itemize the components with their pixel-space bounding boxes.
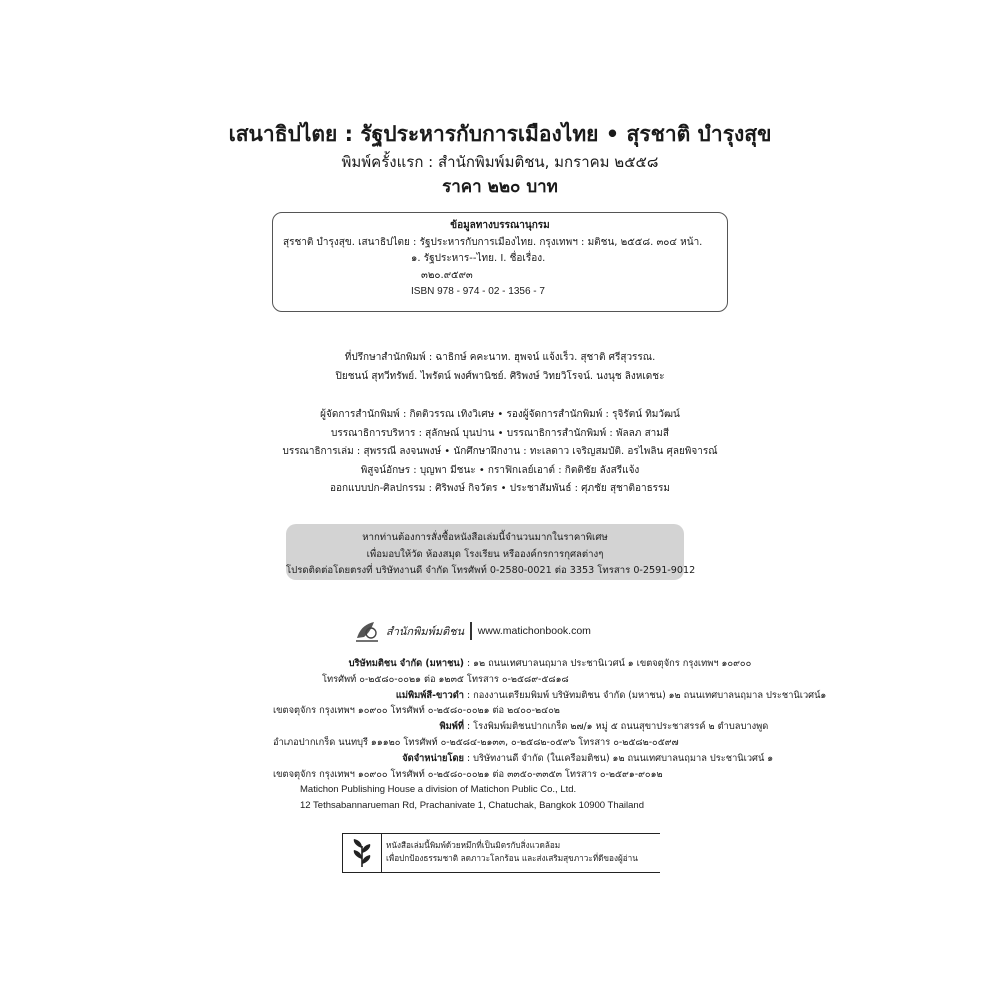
credit-line: พิสูจน์อักษร : บุญพา มีชนะ • กราฟิกเลย์เอาต์ : กิตติชัย ลังสรีแจ้ง xyxy=(360,464,640,476)
publisher-label: บริษัทมติชน จำกัด (มหาชน) xyxy=(348,658,464,669)
credit-line: บรรณาธิการบริหาร : สุลักษณ์ บุนปาน • บรรณาธิการสำนักพิมพ์ : พัลลภ สามสี xyxy=(331,427,669,439)
eco-text xyxy=(381,833,660,873)
english-publisher-line: Matichon Publishing House a division of Matichon Public Co., Ltd. xyxy=(300,784,577,796)
publisher-value: : ๑๒ ถนนเทศบาลนฤมาล ประชานิเวศน์ ๑ เขตจตุจักร กรุงเทพฯ ๑๐๙๐๐ xyxy=(467,658,752,669)
credit-line: ผู้จัดการสำนักพิมพ์ : กิตติวรรณ เทิงวิเศษ • รองผู้จัดการสำนักพิมพ์ : รุจิรัตน์ ทิมวัฒน์ xyxy=(320,409,680,420)
bulk-order-notice xyxy=(286,524,696,580)
publisher-row xyxy=(200,719,800,735)
isbn: ISBN 978 - 974 - 02 - 1356 - 7 xyxy=(411,286,545,297)
english-row xyxy=(200,798,800,814)
publisher-website[interactable]: www.matichonbook.com xyxy=(477,625,591,637)
divider xyxy=(470,622,472,640)
credit-spacer xyxy=(200,386,800,406)
publisher-value: เขตจตุจักร กรุงเทพฯ ๑๐๙๐๐ โทรศัพท์ ๐-๒๕๘๐-๐๐๒๑ ต่อ ๒๔๐๐-๒๔๐๒ xyxy=(273,705,560,717)
publisher-row xyxy=(200,672,800,688)
publisher-label: แม่พิมพ์สี-ขาวดำ xyxy=(395,689,464,701)
publisher-label: จัดจำหน่ายโดย xyxy=(402,752,464,764)
publisher-value: โทรศัพท์ ๐-๒๕๘๐-๐๐๒๑ ต่อ ๑๒๓๕ โทรสาร ๐-๒๕๘๙-๕๘๑๘ xyxy=(322,673,569,685)
cataloging-entry: สุรชาติ บำรุงสุข. เสนาธิปไตย : รัฐประหารกับการเมืองไทย. กรุงเทพฯ : มติชน, ๒๕๕๘. ๓๐๔ หน้า. xyxy=(283,236,703,248)
classification-number: ๓๒๐.๙๕๙๓ xyxy=(421,269,473,281)
publisher-row xyxy=(200,735,800,751)
publisher-row xyxy=(200,656,800,672)
cataloging-heading: ข้อมูลทางบรรณานุกรม xyxy=(450,220,550,231)
price-line: ราคา ๒๒๐ บาท xyxy=(442,177,558,197)
order-line: หากท่านต้องการสั่งซื้อหนังสือเล่มนี้จำนวนมากในราคาพิเศษ xyxy=(362,532,608,543)
order-line: โปรดติดต่อโดยตรงที่ บริษัทงานดี จำกัด โทรศัพท์ 0-2580-0021 ต่อ 3353 โทรสาร 0-2591-9012 xyxy=(286,565,696,576)
eco-line: หนังสือเล่มนี้พิมพ์ด้วยหมึกที่เป็นมิตรกับสิ่งแวดล้อม xyxy=(386,840,561,850)
matichon-logo-icon xyxy=(354,618,382,644)
credit-line: ที่ปรึกษาสำนักพิมพ์ : ฉาธิกษ์ คคะนาท. ฮุพจน์ แจ้งเร็ว. สุชาติ ศรีสุวรรณ. xyxy=(344,352,656,363)
publisher-value: อำเภอปากเกร็ด นนทบุรี ๑๑๑๒๐ โทรศัพท์ ๐-๒๕๘๔-๒๑๓๓, ๐-๒๕๘๒-๐๕๙๖ โทรสาร ๐-๒๕๘๒-๐๕๙๗ xyxy=(273,736,679,748)
eco-line: เพื่อปกป้องธรรมชาติ ลดภาวะโลกร้อน และส่งเสริมสุขภาวะที่ดีของผู้อ่าน xyxy=(386,853,638,863)
staff-credits xyxy=(200,349,800,499)
publisher-value: : โรงพิมพ์มติชนปากเกร็ด ๒๗/๑ หมู่ ๕ ถนนสุขาประชาสรรค์ ๒ ตำบลบางพูด xyxy=(467,721,769,733)
publisher-row xyxy=(200,751,800,767)
publisher-value: : บริษัทงานดี จำกัด (ในเครือมติชน) ๑๒ ถนนเทศบาลนฤมาล ประชานิเวศน์ ๑ xyxy=(467,752,774,764)
english-address-line: 12 Tethsabannarueman Rd, Prachanivate 1, Chatuchak, Bangkok 10900 Thailand xyxy=(300,800,644,812)
publisher-wordmark: สำนักพิมพ์มติชน xyxy=(386,625,465,638)
book-title-line: เสนาธิปไตย : รัฐประหารกับการเมืองไทย • สุรชาติ บำรุงสุข xyxy=(228,122,772,146)
leaf-icon xyxy=(350,838,374,868)
publisher-logo-row xyxy=(354,618,591,644)
credit-line: ปิยชนน์ สุทวีทรัพย์. ไพรัตน์ พงศ์พานิชย์. ศิริพงษ์ วิทยวิโรจน์. นงนุช ลิงหเดชะ xyxy=(335,370,665,382)
publisher-row xyxy=(200,703,800,719)
eco-icon-box xyxy=(342,833,382,873)
cataloging-subjects: ๑. รัฐประหาร--ไทย. I. ชื่อเรื่อง. xyxy=(411,253,546,264)
publisher-label: พิมพ์ที่ xyxy=(439,721,464,733)
publisher-details xyxy=(200,656,827,814)
publisher-value: เขตจตุจักร กรุงเทพฯ ๑๐๙๐๐ โทรศัพท์ ๐-๒๕๘๐-๐๐๒๑ ต่อ ๓๓๕๐-๓๓๕๓ โทรสาร ๐-๒๕๙๑-๙๐๑๒ xyxy=(273,768,663,780)
order-line: เพื่อมอบให้วัด ห้องสมุด โรงเรียน หรือองค์กรการกุศลต่างๆ xyxy=(366,548,604,560)
edition-line: พิมพ์ครั้งแรก : สำนักพิมพ์มติชน, มกราคม ๒๕๕๘ xyxy=(341,153,659,171)
english-row xyxy=(200,782,800,798)
publisher-value: : กองงานเตรียมพิมพ์ บริษัทมติชน จำกัด (มหาชน) ๑๒ ถนนเทศบาลนฤมาล ประชานิเวศน์๑ xyxy=(467,689,827,701)
credit-line: บรรณาธิการเล่ม : สุพรรณี ลงจนพงษ์ • นักศึกษาฝึกงาน : ทะเลดาว เจริญสมบัติ. อรไพลิน ศุลยพิจารณ์ xyxy=(282,446,718,457)
eco-notice xyxy=(342,833,660,873)
publisher-row xyxy=(200,688,827,704)
credit-line: ออกแบบปก-ศิลปกรรม : ศิริพงษ์ กิจวัตร • ประชาสัมพันธ์ : ศุภชัย สุชาติอาธรรม xyxy=(329,483,671,494)
cataloging-box xyxy=(272,212,728,312)
publisher-row xyxy=(200,767,800,783)
